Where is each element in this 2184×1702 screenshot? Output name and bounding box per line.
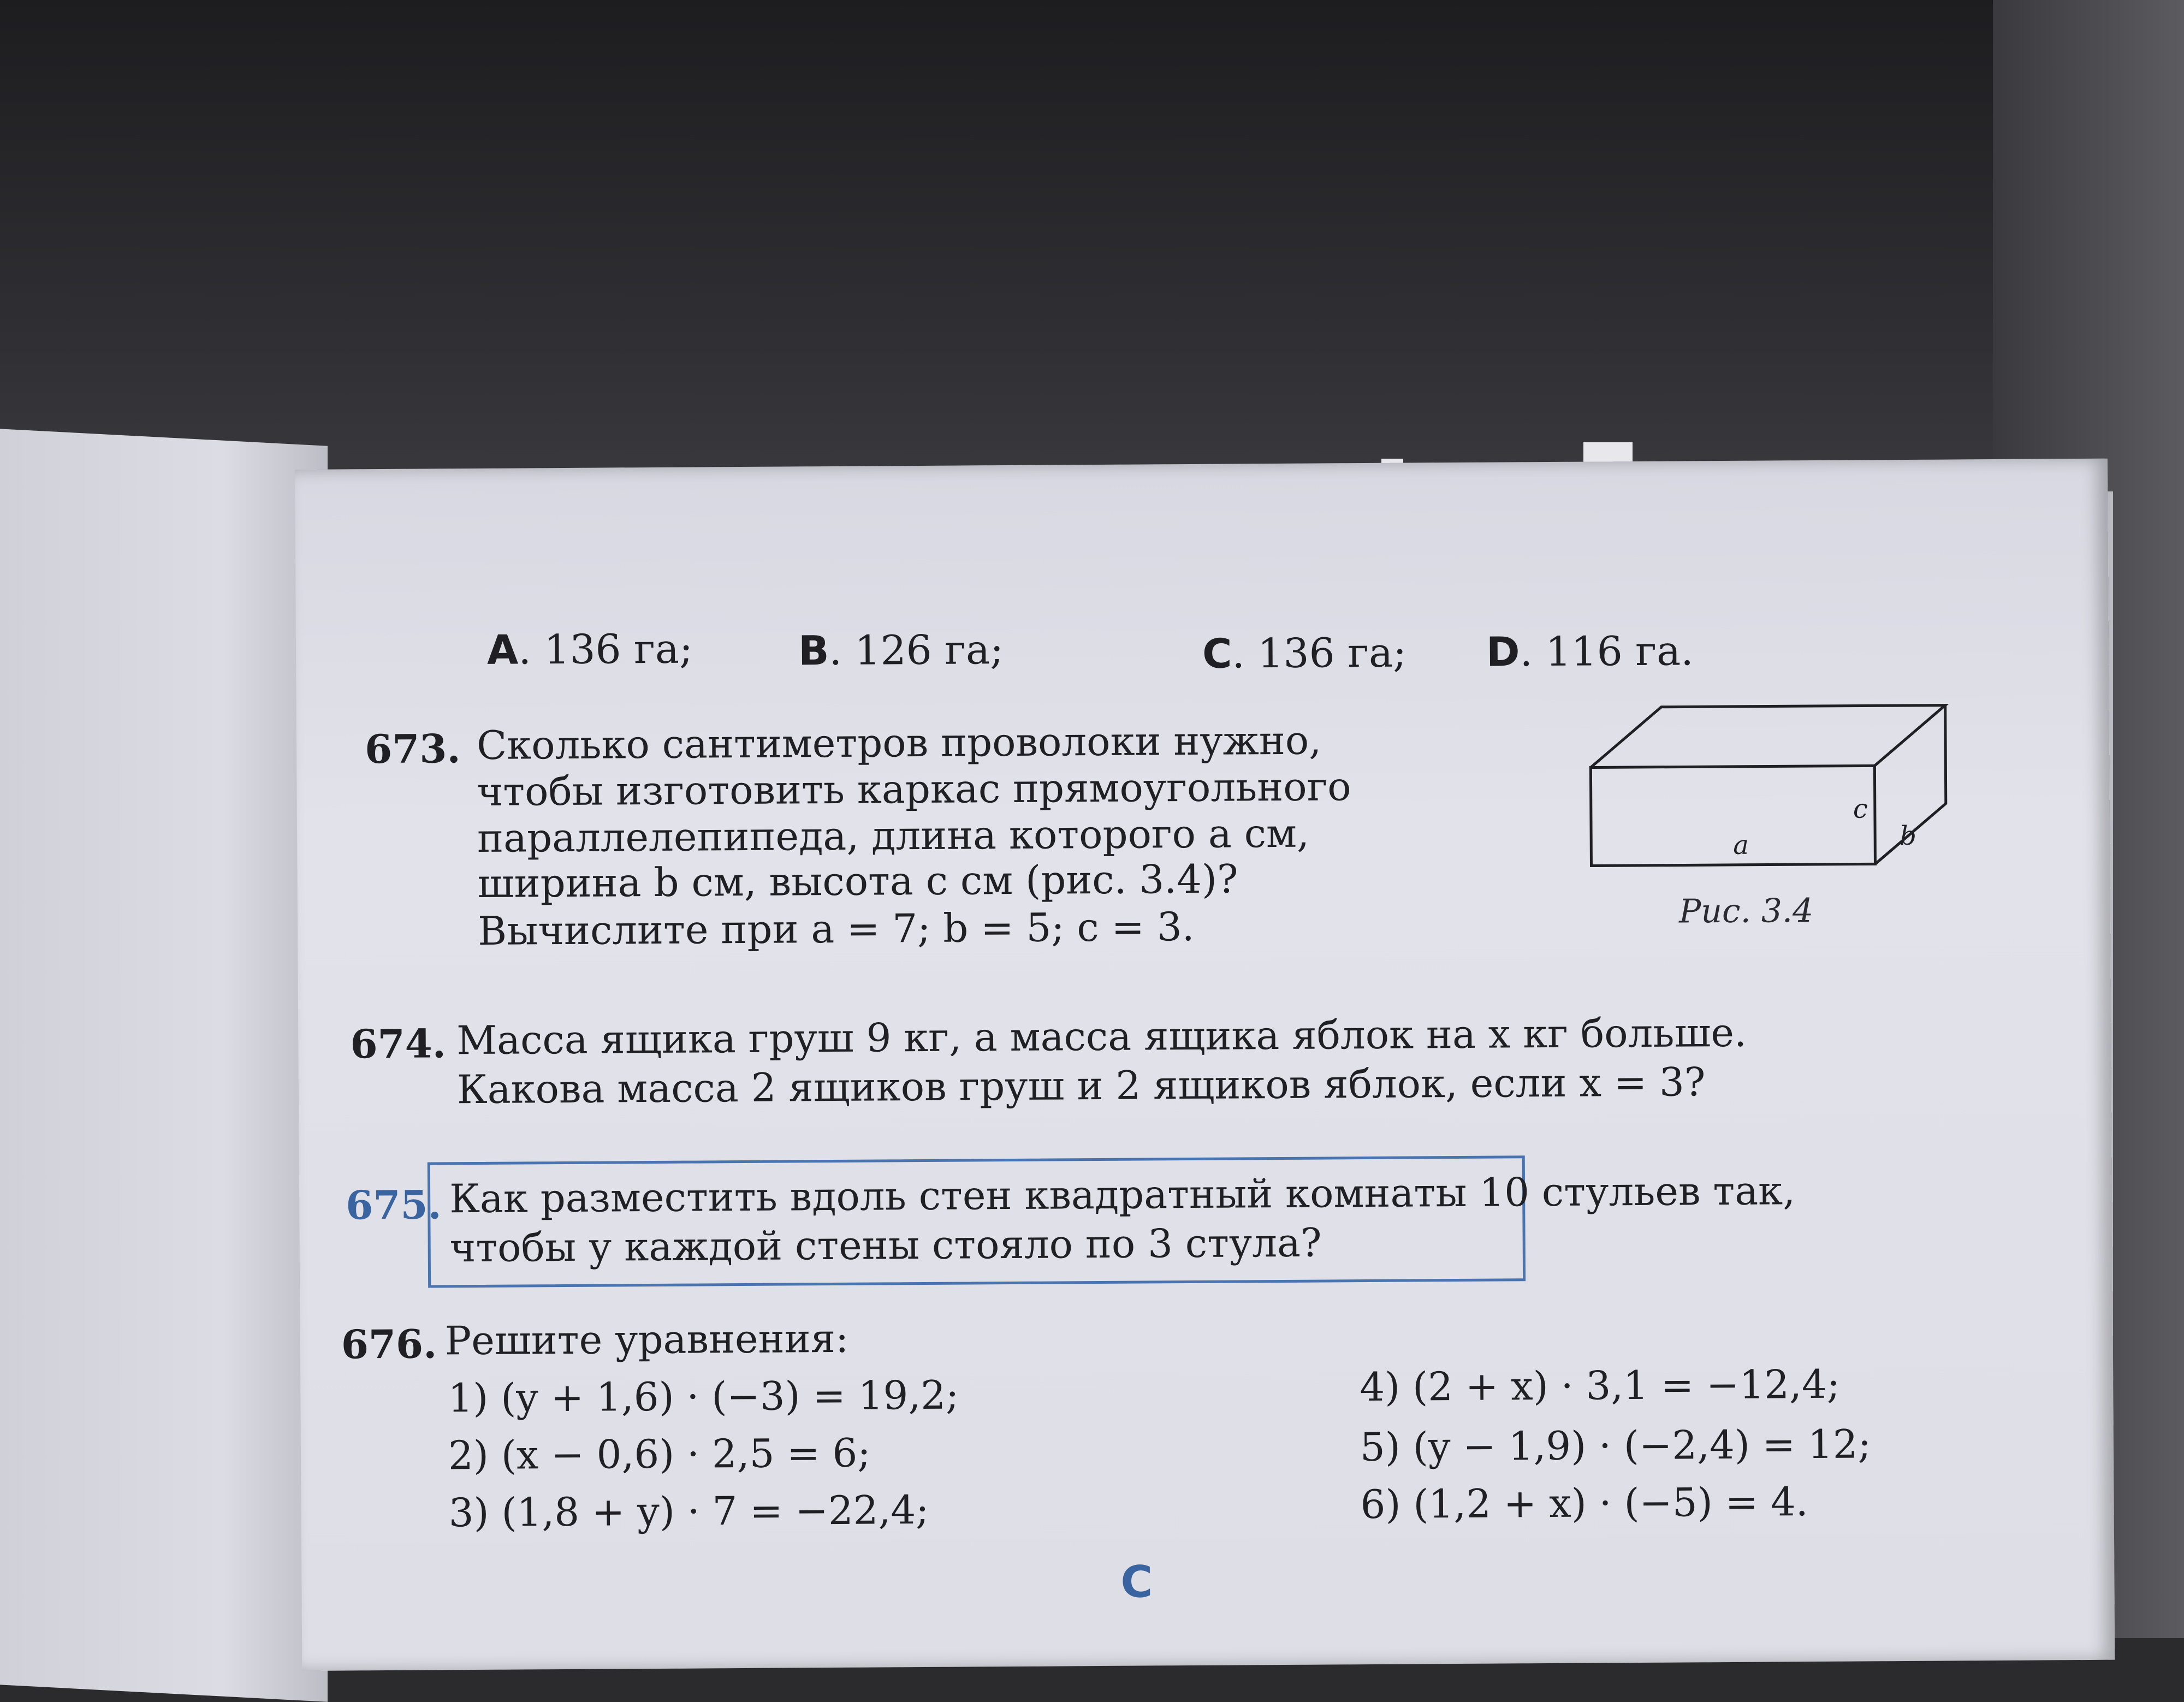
equation: 4) (2 + x) · 3,1 = −12,4;	[1360, 1361, 1841, 1410]
label-a: a	[1733, 829, 1749, 861]
choice-letter: C	[1202, 630, 1232, 678]
figure-caption: Рис. 3.4	[1678, 892, 1814, 931]
problem-number-676: 676.	[341, 1320, 437, 1368]
equation: 5) (y − 1,9) · (−2,4) = 12;	[1360, 1421, 1872, 1470]
equation: 6) (1,2 + x) · (−5) = 4.	[1360, 1479, 1808, 1528]
choice-letter: A	[486, 626, 519, 674]
choice-value: . 116 га.	[1520, 627, 1694, 676]
problem-673-line: ширина b см, высота c см (рис. 3.4)?	[477, 856, 1238, 906]
choice-value: . 126 га;	[829, 626, 1004, 675]
choice-value: . 136 га;	[518, 625, 693, 674]
dark-background	[0, 0, 2184, 491]
equation: 1) (y + 1,6) · (−3) = 19,2;	[448, 1372, 959, 1421]
problem-673-line: чтобы изготовить каркас прямоугольного	[477, 763, 1351, 815]
label-b: b	[1899, 820, 1917, 852]
problem-674-line: Масса ящика груш 9 кг, а масса ящика яблок на x кг больше.	[456, 1009, 1747, 1064]
equation: 2) (x − 0,6) · 2,5 = 6;	[448, 1430, 871, 1479]
problem-676-title: Решите уравнения:	[444, 1315, 849, 1364]
textbook-page	[295, 459, 2115, 1671]
parallelepiped-figure	[1580, 689, 1963, 876]
problem-675-line: Как разместить вдоль стен квадратный комнаты 10 стульев так,	[449, 1167, 1796, 1222]
problem-674-line: Какова масса 2 ящиков груш и 2 ящиков яблок, если x = 3?	[456, 1059, 1706, 1113]
choice-value: . 136 га;	[1232, 629, 1407, 678]
problem-number-675: 675.	[345, 1181, 442, 1229]
equation: 3) (1,8 + y) · 7 = −22,4;	[448, 1486, 929, 1536]
problem-number-673: 673.	[364, 725, 461, 773]
top-face	[1590, 705, 1946, 768]
page-footer-glyph: C	[1120, 1556, 1153, 1608]
choice-letter: D	[1486, 628, 1520, 676]
problem-673-line: Вычислите при a = 7; b = 5; c = 3.	[477, 903, 1195, 954]
choice-b	[798, 626, 1004, 674]
choice-c	[1202, 630, 1406, 678]
left-page	[0, 428, 328, 1702]
choice-d	[1486, 627, 1694, 675]
problem-675-line: чтобы у каждой стены стояло по 3 стула?	[449, 1219, 1322, 1271]
problem-673-line: параллелепипеда, длина которого a см,	[477, 810, 1310, 861]
choice-letter: B	[798, 627, 829, 675]
label-c: c	[1853, 793, 1868, 825]
problem-number-674: 674.	[350, 1020, 447, 1068]
choice-a	[487, 626, 693, 674]
problem-673-line: Сколько сантиметров проволоки нужно,	[476, 717, 1322, 768]
